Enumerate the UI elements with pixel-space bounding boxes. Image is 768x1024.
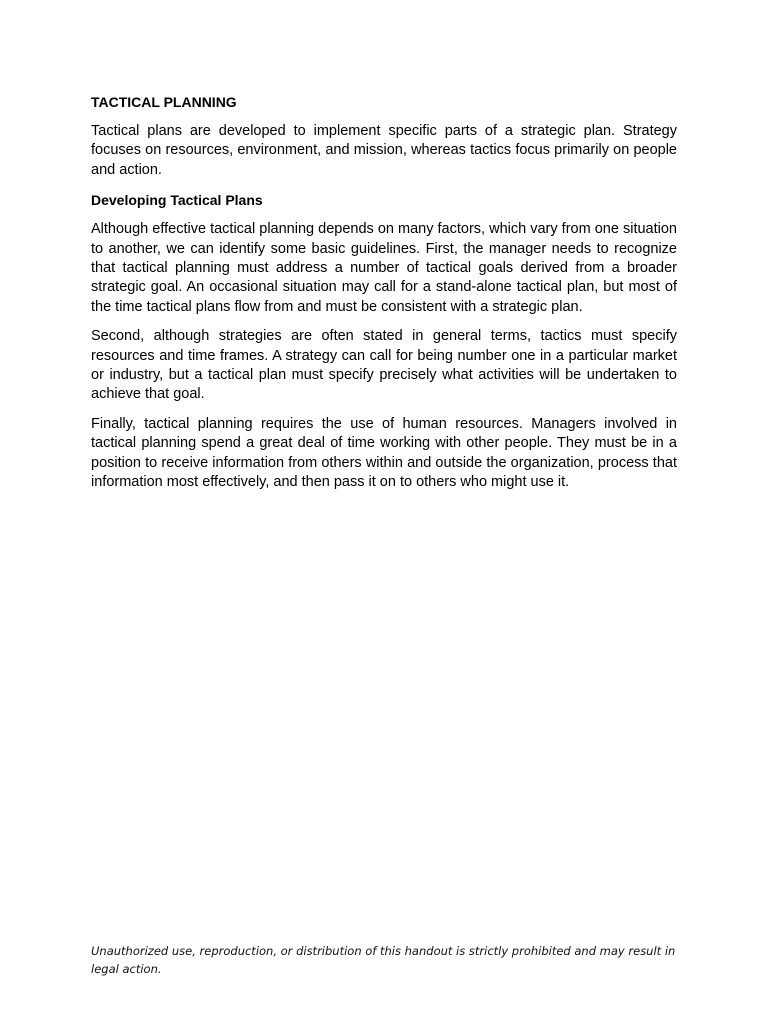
paragraph-resources: Second, although strategies are often stated in general terms, tactics must specify resources and time frames. A strategy can call for being number one in a particular market or industry, but a tactical plan must specify precisely what activities will be undertaken to achieve that goal.: [91, 328, 677, 403]
paragraph-human-resources: Finally, tactical planning requires the use of human resources. Managers involved in tactical planning spend a great deal of time working with other people. They must be in a position to receive information from others within and outside the organization, process that information most effectively, and then pass it on to others who might use it.: [91, 415, 677, 491]
section-title: TACTICAL PLANNING: [91, 94, 237, 110]
document-body: [91, 92, 677, 503]
paragraph-guidelines: Although effective tactical planning depends on many factors, which vary from one situation to another, we can identify some basic guidelines. First, the manager needs to recognize that tactical planning must address a number of tactical goals derived from a broader strategic goal. An occasional situation may call for a stand-alone tactical plan, but most of the time tactical plans flow from and must be consistent with a strategic plan.: [91, 221, 677, 315]
intro-paragraph: Tactical plans are developed to implement specific parts of a strategic plan. Strategy focuses on resources, environment, and mission, whereas tactics focus primarily on people and action.: [91, 123, 677, 178]
subheading: Developing Tactical Plans: [91, 192, 263, 209]
footer-disclaimer: Unauthorized use, reproduction, or distribution of this handout is strictly prohibited and may result in legal action.: [91, 944, 676, 976]
